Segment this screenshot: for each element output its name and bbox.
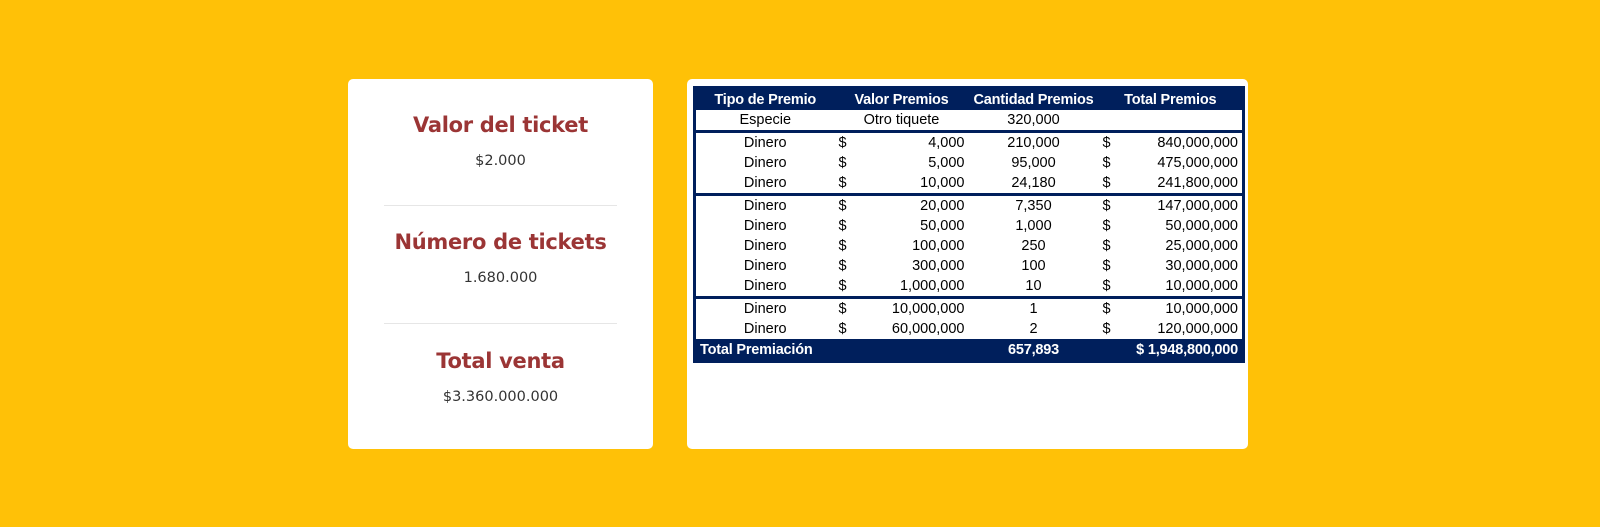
cell-currency: $ xyxy=(1099,298,1123,320)
table-row xyxy=(695,132,1244,154)
cell-cantidad: 210,000 xyxy=(969,132,1099,154)
cell-cantidad: 320,000 xyxy=(1007,112,1060,128)
footer-total: $ 1,948,800,000 xyxy=(1099,339,1244,362)
table-row xyxy=(695,216,1244,236)
ticket-count-amount: 1.680.000 xyxy=(463,270,538,286)
table-header-row xyxy=(695,88,1244,111)
cell-valor: 60,000,000 xyxy=(891,321,965,337)
cell-tipo: Dinero xyxy=(743,321,787,337)
cell-valor: 300,000 xyxy=(912,258,965,274)
cell-cantidad: 10 xyxy=(1025,278,1042,294)
total-sales-stat xyxy=(348,349,653,405)
table-row xyxy=(695,173,1244,195)
cell-currency: $ xyxy=(1102,258,1111,274)
table-row xyxy=(695,195,1244,217)
cell-valor: 5,000 xyxy=(928,155,965,171)
cell-tipo: Dinero xyxy=(743,175,787,191)
cell-tipo: Dinero xyxy=(743,238,787,254)
header-valor: Valor Premios xyxy=(835,88,969,111)
header-tipo: Tipo de Premio xyxy=(695,88,835,111)
cell-valor: 4,000 xyxy=(859,132,969,154)
cell-total: 147,000,000 xyxy=(1123,195,1244,217)
cell-cantidad: 250 xyxy=(1021,238,1046,254)
cell-cantidad: 1,000 xyxy=(1015,218,1052,234)
cell-valor: 10,000 xyxy=(920,175,965,191)
cell-cantidad: 7,350 xyxy=(969,195,1099,217)
sales-summary-card xyxy=(348,79,653,449)
prize-table-card xyxy=(687,79,1248,449)
cell-currency: $ xyxy=(1102,155,1111,171)
cell-cantidad: 24,180 xyxy=(1011,175,1056,191)
table-footer-row xyxy=(695,339,1244,362)
cell-total: 30,000,000 xyxy=(1165,258,1238,274)
cell-total: 10,000,000 xyxy=(1123,298,1244,320)
ticket-value-amount: $2.000 xyxy=(475,153,526,169)
table-row xyxy=(695,319,1244,339)
cell-valor: 50,000 xyxy=(920,218,965,234)
footer-cantidad: 657,893 xyxy=(969,339,1099,362)
cell-currency: $ xyxy=(1102,278,1111,294)
table-row xyxy=(695,276,1244,298)
total-sales-amount: $3.360.000.000 xyxy=(442,389,559,405)
cell-total: 475,000,000 xyxy=(1157,155,1238,171)
prize-table xyxy=(693,86,1245,363)
divider xyxy=(384,323,617,324)
ticket-count-label: Número de tickets xyxy=(394,230,607,254)
cell-currency: $ xyxy=(1102,218,1111,234)
cell-tipo: Dinero xyxy=(695,132,835,154)
cell-currency: $ xyxy=(838,218,847,234)
cell-cantidad: 95,000 xyxy=(1011,155,1056,171)
cell-valor: 20,000 xyxy=(859,195,969,217)
cell-currency: $ xyxy=(1099,132,1123,154)
special-prize-row xyxy=(695,110,1244,132)
header-total: Total Premios xyxy=(1099,88,1244,111)
cell-currency: $ xyxy=(838,258,847,274)
cell-tipo: Dinero xyxy=(743,218,787,234)
table-row xyxy=(695,153,1244,173)
cell-total: 25,000,000 xyxy=(1165,238,1238,254)
cell-tipo: Dinero xyxy=(743,258,787,274)
cell-cantidad: 100 xyxy=(1021,258,1046,274)
total-sales-label: Total venta xyxy=(436,349,565,373)
cell-currency: $ xyxy=(1102,321,1111,337)
cell-currency: $ xyxy=(835,195,859,217)
cell-currency: $ xyxy=(838,175,847,191)
cell-currency: $ xyxy=(835,298,859,320)
cell-currency: $ xyxy=(838,278,847,294)
cell-tipo: Especie xyxy=(739,112,792,128)
table-row xyxy=(695,298,1244,320)
ticket-count-stat xyxy=(348,230,653,286)
cell-currency: $ xyxy=(838,155,847,171)
footer-label: Total Premiación xyxy=(695,339,969,362)
cell-currency: $ xyxy=(838,238,847,254)
cell-tipo: Dinero xyxy=(743,155,787,171)
ticket-value-label: Valor del ticket xyxy=(413,113,588,137)
cell-valor: 100,000 xyxy=(912,238,965,254)
cell-valor: 10,000,000 xyxy=(859,298,969,320)
cell-tipo: Dinero xyxy=(695,298,835,320)
cell-total: 10,000,000 xyxy=(1165,278,1238,294)
cell-tipo: Dinero xyxy=(695,195,835,217)
divider xyxy=(384,205,617,206)
cell-currency: $ xyxy=(1099,195,1123,217)
cell-total: 840,000,000 xyxy=(1123,132,1244,154)
cell-cantidad: 1 xyxy=(969,298,1099,320)
cell-total: 50,000,000 xyxy=(1165,218,1238,234)
ticket-value-stat xyxy=(348,113,653,169)
cell-valor: 1,000,000 xyxy=(899,278,965,294)
cell-currency: $ xyxy=(835,132,859,154)
header-cantidad: Cantidad Premios xyxy=(969,88,1099,111)
table-row xyxy=(695,256,1244,276)
table-row xyxy=(695,236,1244,256)
cell-total: 241,800,000 xyxy=(1157,175,1238,191)
cell-currency: $ xyxy=(1102,238,1111,254)
cell-valor: Otro tiquete xyxy=(863,112,940,128)
cell-tipo: Dinero xyxy=(743,278,787,294)
cell-currency: $ xyxy=(838,321,847,337)
cell-total: 120,000,000 xyxy=(1157,321,1238,337)
cell-total-empty xyxy=(1099,110,1244,132)
cell-currency: $ xyxy=(1102,175,1111,191)
cell-cantidad: 2 xyxy=(1029,321,1038,337)
